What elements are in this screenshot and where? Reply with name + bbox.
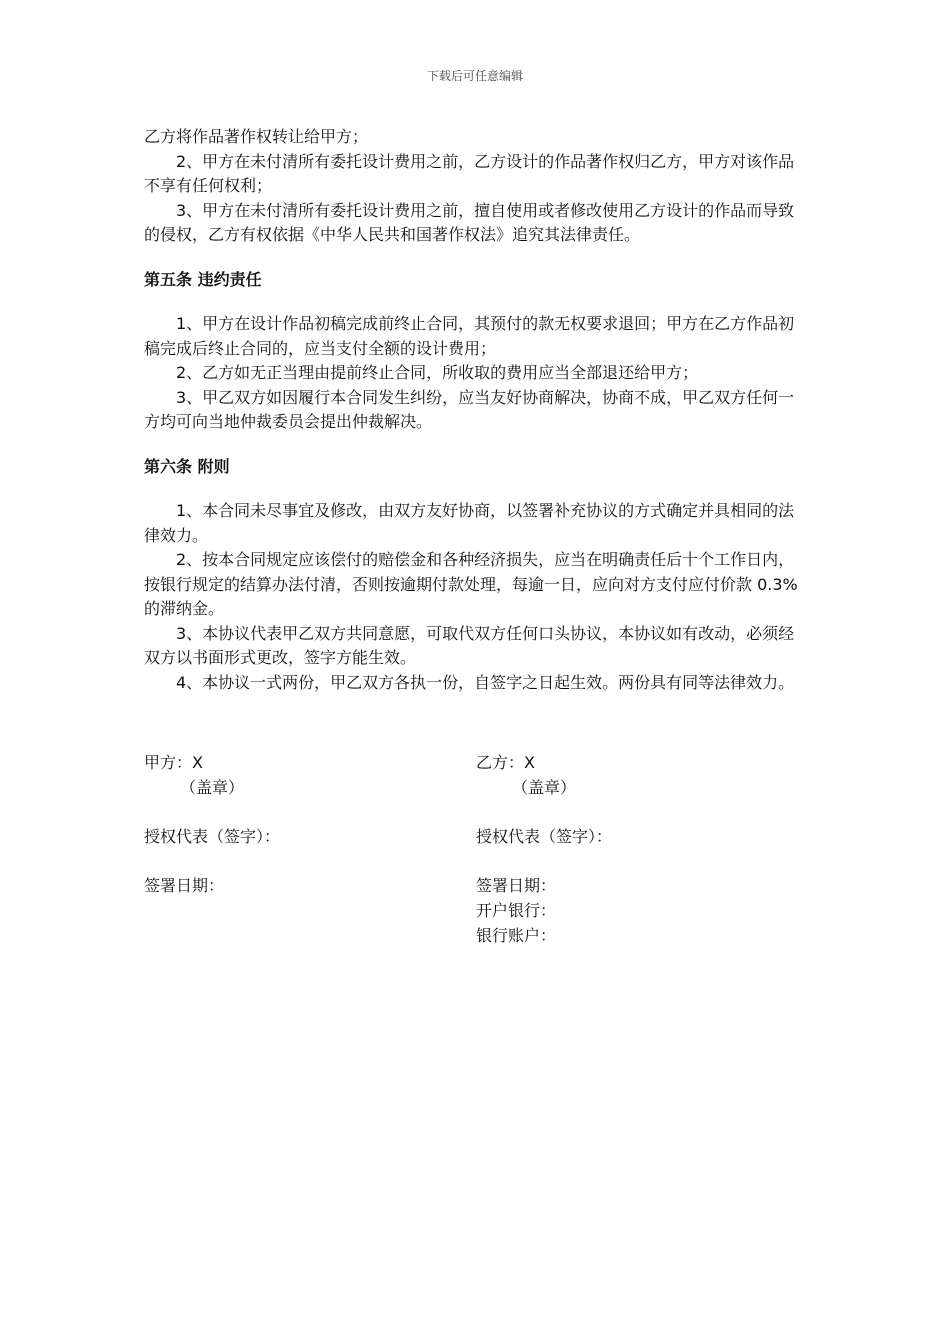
section4-item-3: 3、甲方在未付清所有委托设计费用之前，擅自使用或者修改使用乙方设计的作品而导致的侵权，乙方有权依据《中华人民共和国著作权法》追究其法律责任。 — [144, 200, 795, 244]
section6-item-2: 2、按本合同规定应该偿付的赔偿金和各种经济损失，应当在明确责任后十个工作日内，按银行规定的结算办法付清，否则按逾期付款处理，每逾一日，应向对方支付应付价款 0.3%的滞纳金。 — [144, 550, 798, 618]
section6-item-1: 1、本合同未尽事宜及修改，由双方友好协商，以签署补充协议的方式确定并具相同的法律效力。 — [144, 501, 795, 545]
signature-block — [144, 750, 808, 948]
party-b-bank: 开户银行： — [476, 901, 557, 920]
party-b-stamp: （盖章） — [512, 778, 577, 797]
section6-item-3: 3、本协议代表甲乙双方共同意愿，可取代双方任何口头协议，本协议如有改动，必须经双方以书面形式更改，签字方能生效。 — [144, 623, 795, 667]
party-a-stamp: （盖章） — [180, 778, 245, 797]
section4-line1: 乙方将作品著作权转让给甲方； — [144, 127, 369, 146]
section4-item-2: 2、甲方在未付清所有委托设计费用之前，乙方设计的作品著作权归乙方，甲方对该作品不享有任何权利； — [144, 151, 795, 195]
party-b-name: 乙方：X — [476, 753, 535, 772]
party-b-rep: 授权代表（签字）： — [476, 827, 613, 846]
party-a-date: 签署日期： — [144, 876, 225, 895]
party-a-rep: 授权代表（签字）： — [144, 827, 281, 846]
section5-item-3: 3、甲乙双方如因履行本合同发生纠纷，应当友好协商解决，协商不成，甲乙双方任何一方均可向当地仲裁委员会提出仲裁解决。 — [144, 387, 795, 431]
party-a-name: 甲方：X — [144, 753, 203, 772]
party-b-account: 银行账户： — [476, 926, 557, 945]
section6-title: 第六条 附则 — [144, 456, 230, 476]
header-note: 下载后可任意编辑 — [426, 69, 523, 83]
section5-title: 第五条 违约责任 — [144, 269, 262, 289]
contract-body — [144, 125, 808, 695]
section5-item-1: 1、甲方在设计作品初稿完成前终止合同，其预付的款无权要求退回；甲方在乙方作品初稿完成后终止合同的，应当支付全额的设计费用； — [144, 314, 795, 358]
party-b-date: 签署日期： — [476, 876, 557, 895]
section6-item-4: 4、本协议一式两份，甲乙双方各执一份，自签字之日起生效。两份具有同等法律效力。 — [176, 672, 795, 692]
section5-item-2: 2、乙方如无正当理由提前终止合同，所收取的费用应当全部退还给甲方； — [176, 363, 699, 382]
